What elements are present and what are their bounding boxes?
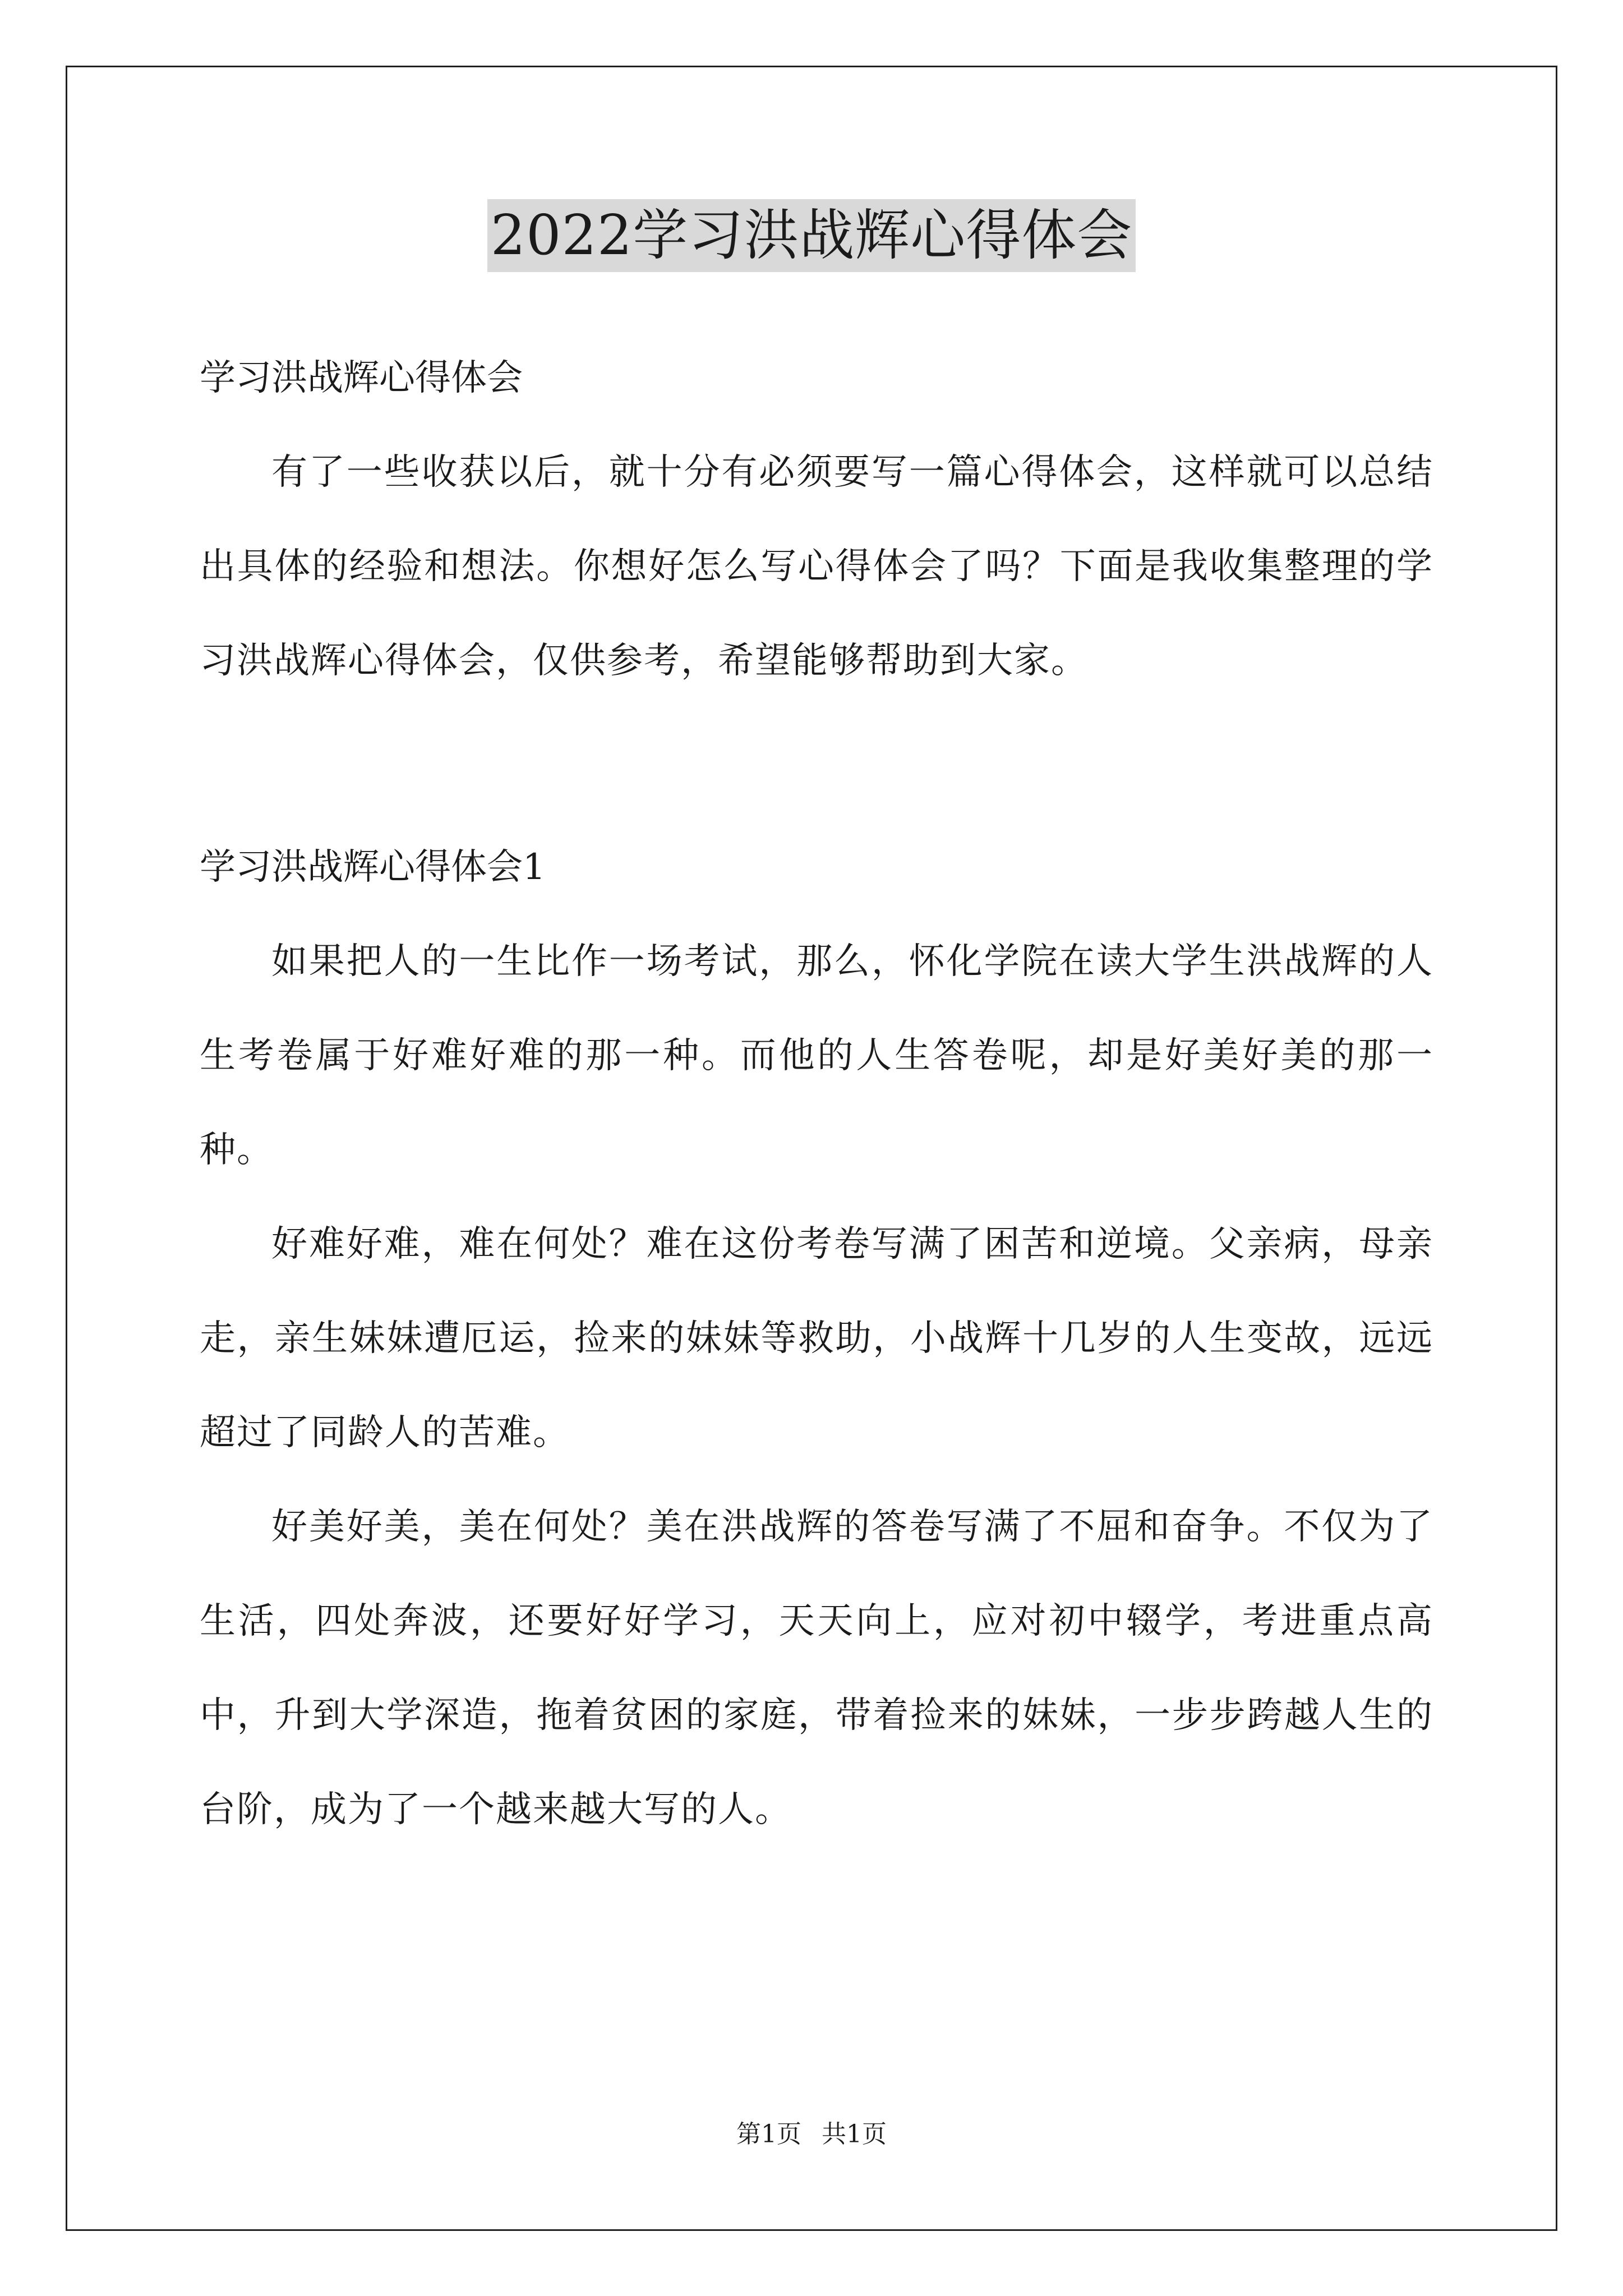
page-total: 共1页 xyxy=(822,2120,887,2148)
body-paragraph: 好难好难，难在何处？难在这份考卷写满了困苦和逆境。父亲病，母亲走，亲生妹妹遭厄运，捡来的妹妹等救助，小战辉十几岁的人生变故，远远超过了同龄人的苦难。 xyxy=(200,1223,1433,1453)
section-heading: 学习洪战辉心得体会1 xyxy=(200,846,546,888)
spacer xyxy=(200,708,1433,831)
document-title: 2022学习洪战辉心得体会 xyxy=(487,199,1136,272)
spacer xyxy=(200,414,1433,425)
intro-paragraph: 有了一些收获以后，就十分有必须要写一篇心得体会，这样就可以总结出具体的经验和想法。你想好怎么写心得体会了吗？下面是我收集整理的学习洪战辉心得体会，仅供参考，希望能够帮助到大家。 xyxy=(200,452,1433,682)
document-subtitle: 学习洪战辉心得体会 xyxy=(200,357,523,399)
title-container xyxy=(0,199,1623,272)
spacer xyxy=(200,903,1433,914)
page-number: 第1页 xyxy=(736,2120,801,2148)
body-paragraph: 如果把人的一生比作一场考试，那么，怀化学院在读大学生洪战辉的人生考卷属于好难好难的那一种。而他的人生答卷呢，却是好美好美的那一种。 xyxy=(200,941,1433,1171)
body-paragraph: 好美好美，美在何处？美在洪战辉的答卷写满了不屈和奋争。不仅为了生活，四处奔波，还要好好学习，天天向上，应对初中辍学，考进重点高中，升到大学深造，拖着贫困的家庭，带着捡来的妹妹，一步步跨越人生的台阶，成为了一个越来越大写的人。 xyxy=(200,1506,1433,1830)
document-body xyxy=(200,342,1433,1857)
page-footer xyxy=(0,2118,1623,2151)
